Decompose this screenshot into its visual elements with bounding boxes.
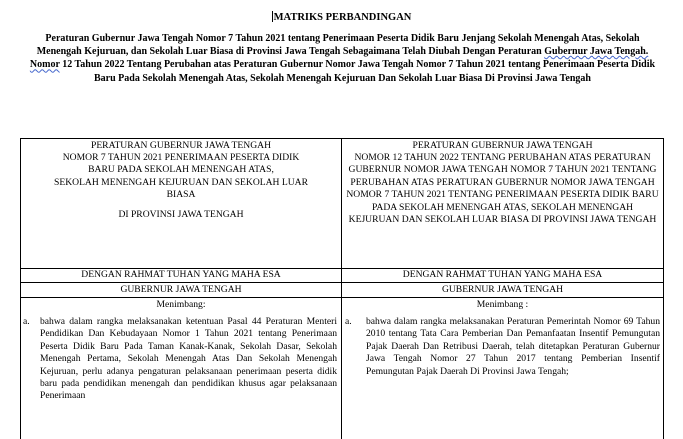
right-item-text: bahwa dalam rangka melaksanakan Peraturan Pemerintah Nomor 69 Tahun 2010 tentang Tata Cara Pemberian Dan Pemanfaatan Insentif Pemungutan Pajak Daerah Dan Retribusi Daerah, telah ditetapkan Peraturan Gubernur Jawa Tengah Nomor 27 Tahun 2017 tentang Pemberian Insentif Pemungutan Pajak Daerah Di Provinsi Jawa Tengah;: [366, 316, 660, 377]
subtitle-spellcheck-marked: Gubernur Jawa Tengah. Nomor: [29, 46, 649, 71]
text-cursor: [272, 11, 273, 22]
left-item-text: bahwa dalam rangka melaksanakan ketentuan Pasal 44 Peraturan Menteri Pendidikan Dan Kebudayaan Nomor 1 Tahun 2021 tentang Penerimaan Peserta Didik Baru Pada Taman Kanak-Kanak, Sekolah Dasar, Sekolah Menengah Pertama, Sekolah Menengah Atas Dan Sekolah Menengah Kejuruan, perlu adanya pengaturan pelaksanaan penerimaan peserta didik baru pada pendidikan menengah dan pendidikan khusus agar pelaksanaan Penerimaan: [40, 316, 337, 402]
left-header-line-2: NOMOR 7 TAHUN 2021 PENERIMAAN PESERTA DIDIK BARU PADA SEKOLAH MENENGAH ATAS,: [62, 152, 300, 176]
right-official: GUBERNUR JAWA TENGAH: [441, 284, 564, 295]
row-divider-preamble: [20, 282, 664, 283]
left-official: GUBERNUR JAWA TENGAH: [120, 284, 242, 295]
left-header-line-3: SEKOLAH MENENGAH KEJURUAN DAN SEKOLAH LUAR BIASA: [54, 177, 308, 201]
right-preamble: DENGAN RAHMAT TUHAN YANG MAHA ESA: [402, 269, 603, 280]
left-preamble: DENGAN RAHMAT TUHAN YANG MAHA ESA: [81, 269, 281, 280]
title-text: MATRIKS PERBANDINGAN: [273, 12, 412, 23]
row-divider-official: [20, 297, 664, 298]
left-considering-label: Menimbang:: [156, 299, 206, 310]
left-header-line-4: DI PROVINSI JAWA TENGAH: [118, 209, 244, 220]
page-title: [0, 11, 683, 23]
left-item-letter: a.: [23, 316, 30, 327]
right-considering-label: Menimbang :: [476, 299, 529, 310]
subtitle-part-1: Peraturan Gubernur Jawa Tengah Nomor 7 Tahun 2021 tentang Penerimaan Peserta Didik Baru Jenjang Sekolah Menengah Atas, Sekolah Menengah Kejuruan, dan Sekolah Luar Biasa di Provinsi Jawa Tengah Sebagaimana Telah Diubah Dengan Peraturan: [36, 33, 640, 58]
right-header-line-2: NOMOR 12 TAHUN 2022 TENTANG PERUBAHAN ATAS PERATURAN GUBERNUR NOMOR JAWA TENGAH NOMOR 7 TAHUN 2021 TENTANG PERUBAHAN ATAS PERATURAN GUBERNUR NOMOR JAWA TENGAH NOMOR 7 TAHUN 2021 TENTANG PENERIMAAN PESERTA DIDIK BARU PADA SEKOLAH MENENGAH ATAS, SEKOLAH MENENGAH KEJURUAN DAN SEKOLAH LUAR BIASA DI PROVINSI JAWA TENGAH: [346, 152, 659, 226]
table-left-border: [20, 138, 21, 439]
right-item-letter: a.: [345, 316, 352, 327]
document-subtitle: [24, 32, 661, 85]
table-right-border: [663, 138, 664, 439]
right-header-line-1: PERATURAN GUBERNUR JAWA TENGAH: [412, 140, 593, 151]
table-top-border: [20, 138, 664, 139]
subtitle-part-2: 12 Tahun 2022 Tentang Perubahan atas Peraturan Gubernur Nomor Jawa Tengah Nomor 7 Tahun 2021 tentang Penerimaan Peserta Didik Baru Pada Sekolah Menengah Atas, Sekolah Menengah Kejuruan Dan Sekolah Luar Biasa Di Provinsi Jawa Tengah: [59, 59, 656, 84]
table-middle-border: [341, 138, 342, 439]
left-header-line-1: PERATURAN GUBERNUR JAWA TENGAH: [90, 140, 271, 151]
